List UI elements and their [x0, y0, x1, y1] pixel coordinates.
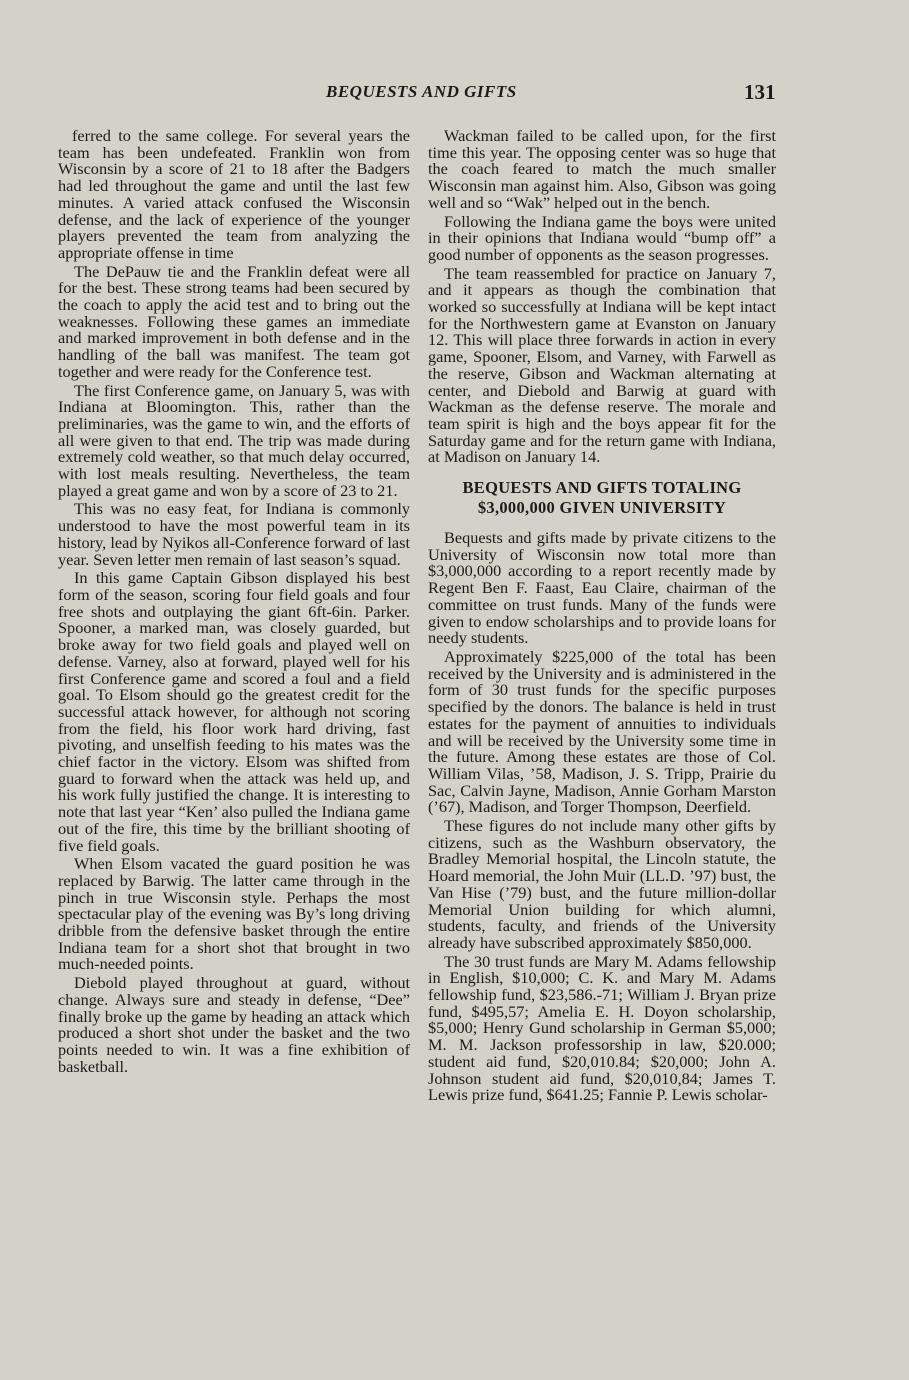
- header-title: BEQUESTS AND GIFTS: [326, 82, 517, 101]
- left-paragraph-4: This was no easy feat, for Indiana is commonly understood to have the most powerful team in its history, lead by Nyikos all-Conference forward of last year. Seven letter men remain of last season’s squad.: [58, 499, 410, 569]
- article-heading-line-1: BEQUESTS AND GIFTS TOTALING: [462, 478, 742, 498]
- article-heading: [428, 478, 776, 518]
- right-column: [428, 128, 776, 1106]
- right-paragraph-1: Wackman failed to be called upon, for the first time this year. The opposing center was so huge that the coach feared to match the much smaller Wisconsin man against him. Also, Gibson was going well and so “Wak” helped out in the bench.: [428, 126, 776, 212]
- right-paragraph-2: Following the Indiana game the boys were united in their opinions that Indiana would “bump off” a good number of opponents as the season progresses.: [428, 211, 776, 264]
- left-paragraph-1: ferred to the same college. For several years the team has been undefeated. Franklin won from Wisconsin by a score of 21 to 18 after the Badgers had led throughout the game and until the last few minutes. A varied attack confused the Wisconsin defense, and the lack of experience of the younger players prevented the team from analyzing the appropriate offense in time: [58, 126, 410, 262]
- right-paragraph-5: Approximately $225,000 of the total has been received by the University and is administered in the form of 30 trust funds for the specific purposes specified by the donors. The balance is held in trust estates for the payment of annuities to individuals and will be received by the University some time in the future. Among these estates are those of Col. William Vilas, ’58, Madison, J. S. Tripp, Prairie du Sac, Calvin Jayne, Madison, Annie Gorham Marston (’67), Madison, and Torger Thompson, Deerfield.: [428, 646, 776, 817]
- left-paragraph-5: In this game Captain Gibson displayed his best form of the season, scoring four field goals and four free shots and outplaying the giant 6ft-6in. Parker. Spooner, a marked man, was closely guarded, but broke away for two field goals and played well on defense. Varney, also at forward, played well for his first Conference game and scored a foul and a field goal. To Elsom should go the greatest credit for the successful attack however, for although not scoring from the field, his floor work hard driving, fast pivoting, and unselfish feeding to his mates was the chief factor in the victory. Elsom was shifted from guard to forward when the attack was held up, and his work fully justified the change. It is interesting to note that last year “Ken’ also pulled the Indiana game out of the fire, this time by the brilliant shooting of five field goals.: [58, 568, 410, 855]
- right-paragraph-4: Bequests and gifts made by private citizens to the University of Wisconsin now total more than $3,000,000 according to a report recently made by Regent Ben F. Faast, Eau Claire, chairman of the committee on trust funds. Many of the funds were given to endow scholarships and to provide loans for needy students.: [428, 528, 776, 648]
- left-paragraph-7: Diebold played throughout at guard, without change. Always sure and steady in defense, “Dee” finally broke up the game by heading an attack which produced a short shot under the basket and the two points needed to win. It was a fine exhibition of basketball.: [58, 973, 410, 1076]
- running-head: [0, 80, 909, 110]
- left-column: [58, 128, 410, 1077]
- right-paragraph-3: The team reassembled for practice on January 7, and it appears as though the combination that worked so successfully at Indiana will be kept intact for the Northwestern game at Evanston on January 12. This will place three forwards in action in every game, Spooner, Elsom, and Varney, with Farwell as the reserve, Gibson and Wackman alternating at center, and Diebold and Barwig at guard with Wackman as the defense reserve. The morale and team spirit is high and the boys appear fit for the Saturday game and for the return game with Indiana, at Madison on January 14.: [428, 263, 776, 467]
- left-paragraph-2: The DePauw tie and the Franklin defeat were all for the best. These strong teams had been secured by the coach to apply the acid test and to bring out the weaknesses. Following these games an immediate and marked improvement in both defense and in the handling of the ball was manifest. The team got together and were ready for the Conference test.: [58, 261, 410, 381]
- page-number: 131: [744, 80, 776, 104]
- article-heading-line-2: $3,000,000 GIVEN UNIVERSITY: [477, 498, 727, 518]
- right-paragraph-7: The 30 trust funds are Mary M. Adams fellowship in English, $10,000; C. K. and Mary M. Adams fellowship fund, $23,586.-71; William J. Bryan prize fund, $495,57; Amelia E. H. Doyon scholarship, $5,000; Henry Gund scholarship in German $5,000; M. M. Jackson professorship in law, $20.000; student aid fund, $20,010.84; $20,000; John A. Johnson student aid fund, $20,010,84; James T. Lewis prize fund, $641.25; Fannie P. Lewis scholar-: [428, 951, 776, 1105]
- left-paragraph-6: When Elsom vacated the guard position he was replaced by Barwig. The latter came through in the pinch in true Wisconsin style. Perhaps the most spectacular play of the evening was By’s long driving dribble from the defensive basket through the entire Indiana team for a short shot that brought in two much-needed points.: [58, 854, 410, 974]
- right-paragraph-6: These figures do not include many other gifts by citizens, such as the Washburn observatory, the Bradley Memorial hospital, the Lincoln statute, the Hoard memorial, the John Muir (LL.D. ’97) bust, the Van Hise (’79) bust, and the future million-dollar Memorial Union building for which alumni, students, faculty, and friends of the University already have subscribed approximately $850,000.: [428, 816, 776, 952]
- left-paragraph-3: The first Conference game, on January 5, was with Indiana at Bloomington. This, rather than the preliminaries, was the game to win, and the efforts of all were given to that end. The trip was made during extremely cold weather, so that much delay occurred, with lost meals resulting. Nevertheless, the team played a great game and won by a score of 23 to 21.: [58, 380, 410, 500]
